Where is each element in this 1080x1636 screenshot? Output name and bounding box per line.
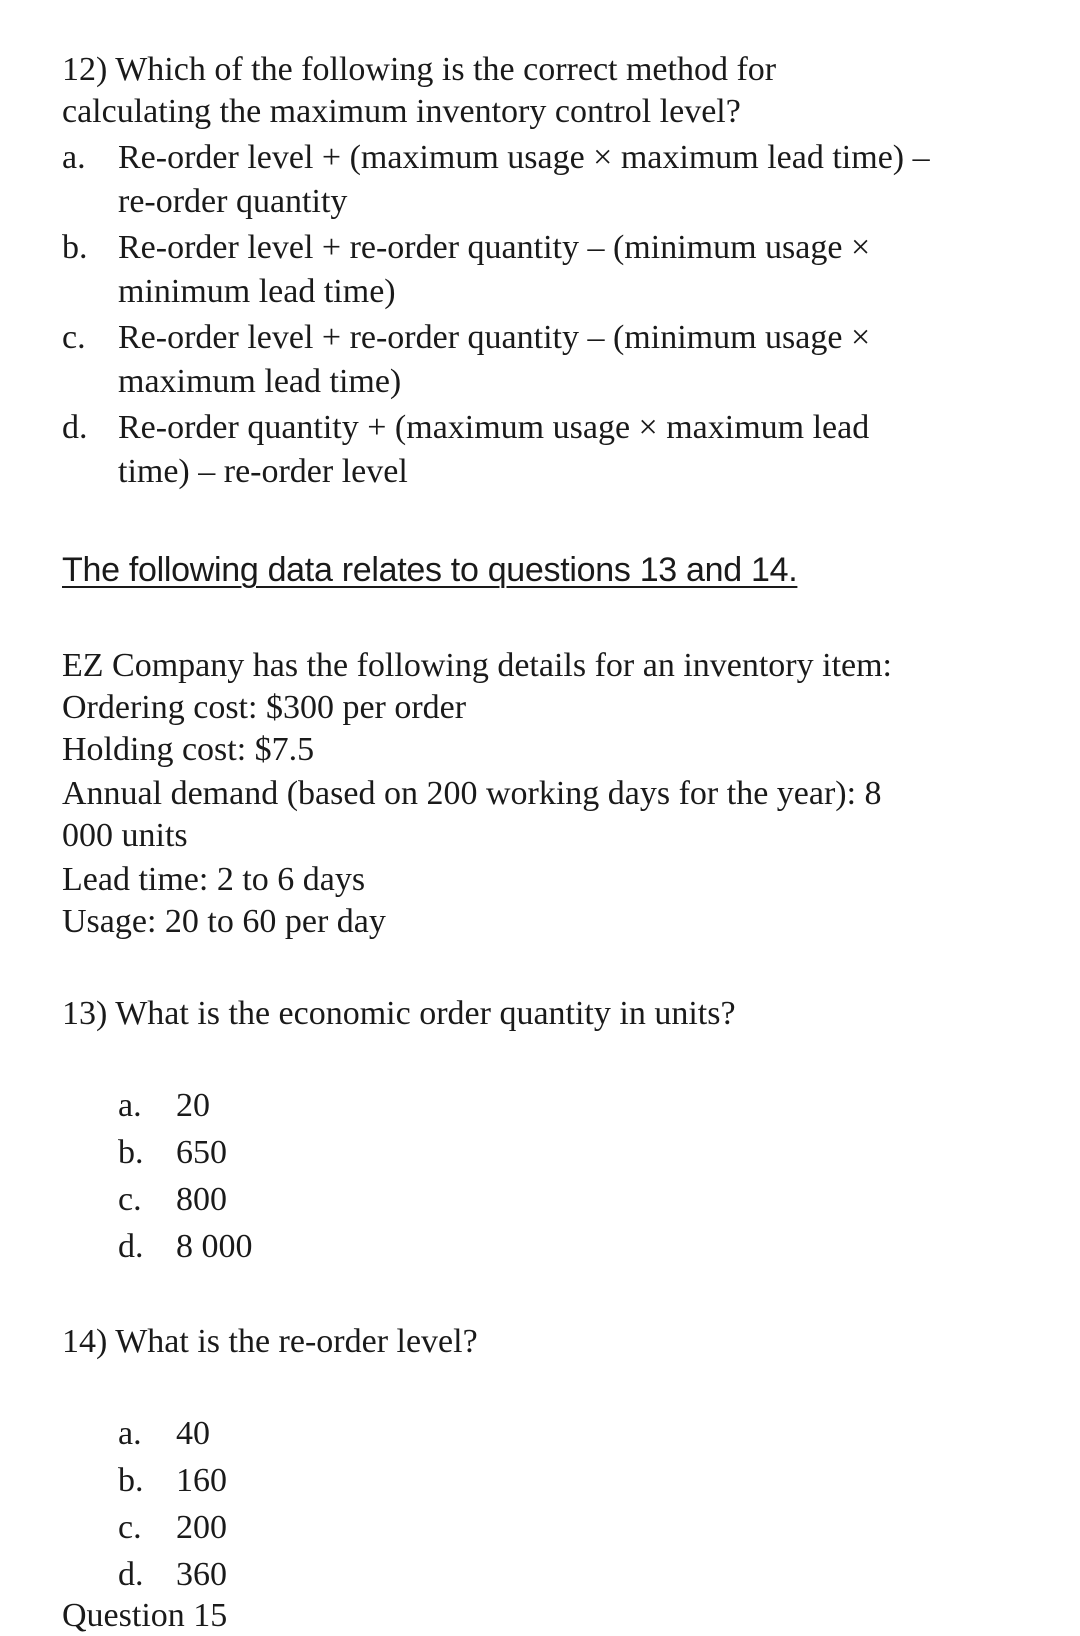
q12-option-b-letter: b. <box>62 229 88 266</box>
q14-option-b-value: 160 <box>176 1462 227 1499</box>
q14-option-c-letter: c. <box>118 1509 142 1546</box>
q13-option-b-value: 650 <box>176 1134 227 1171</box>
q12-option-c-letter: c. <box>62 319 86 356</box>
q12-option-d-line1: Re-order quantity + (maximum usage × maximum lead <box>118 409 870 446</box>
q13-option-d-value: 8 000 <box>176 1228 253 1265</box>
q13-option-d-letter: d. <box>118 1228 144 1265</box>
usage: Usage: 20 to 60 per day <box>62 903 386 940</box>
data-heading: The following data relates to questions 13 and 14. <box>62 551 798 589</box>
q14-option-b-letter: b. <box>118 1462 144 1499</box>
annual-demand-line1: Annual demand (based on 200 working days for the year): 8 <box>62 775 882 812</box>
q13-option-b-letter: b. <box>118 1134 144 1171</box>
holding-cost: Holding cost: $7.5 <box>62 731 315 768</box>
q12-option-c-line2: maximum lead time) <box>118 363 402 400</box>
next-question-cutoff: Question 15 <box>62 1597 228 1634</box>
q14-option-a-letter: a. <box>118 1415 142 1452</box>
q12-stem-line1: 12) Which of the following is the correct method for <box>62 51 777 88</box>
q14-option-a-value: 40 <box>176 1415 210 1452</box>
q12-option-d-letter: d. <box>62 409 88 446</box>
q13-option-a-letter: a. <box>118 1087 142 1124</box>
q14-option-d-value: 360 <box>176 1556 227 1593</box>
q13-stem: 13) What is the economic order quantity in units? <box>62 995 736 1032</box>
q12-option-b-line1: Re-order level + re-order quantity – (minimum usage × <box>118 229 871 266</box>
lead-time: Lead time: 2 to 6 days <box>62 861 366 898</box>
q13-option-a-value: 20 <box>176 1087 210 1124</box>
ordering-cost: Ordering cost: $300 per order <box>62 689 467 726</box>
q12-option-a-line2: re-order quantity <box>118 183 348 220</box>
q14-option-c-value: 200 <box>176 1509 227 1546</box>
q14-stem: 14) What is the re-order level? <box>62 1323 478 1360</box>
q12-option-c-line1: Re-order level + re-order quantity – (minimum usage × <box>118 319 871 356</box>
q12-option-a-line1: Re-order level + (maximum usage × maximum lead time) – <box>118 139 930 176</box>
annual-demand-line2: 000 units <box>62 817 188 854</box>
company-intro: EZ Company has the following details for an inventory item: <box>62 647 892 684</box>
q12-stem-line2: calculating the maximum inventory control level? <box>62 93 741 130</box>
q13-option-c-letter: c. <box>118 1181 142 1218</box>
q14-option-d-letter: d. <box>118 1556 144 1593</box>
q12-option-a-letter: a. <box>62 139 86 176</box>
q12-option-d-line2: time) – re-order level <box>118 453 408 490</box>
q13-option-c-value: 800 <box>176 1181 227 1218</box>
q12-option-b-line2: minimum lead time) <box>118 273 396 310</box>
